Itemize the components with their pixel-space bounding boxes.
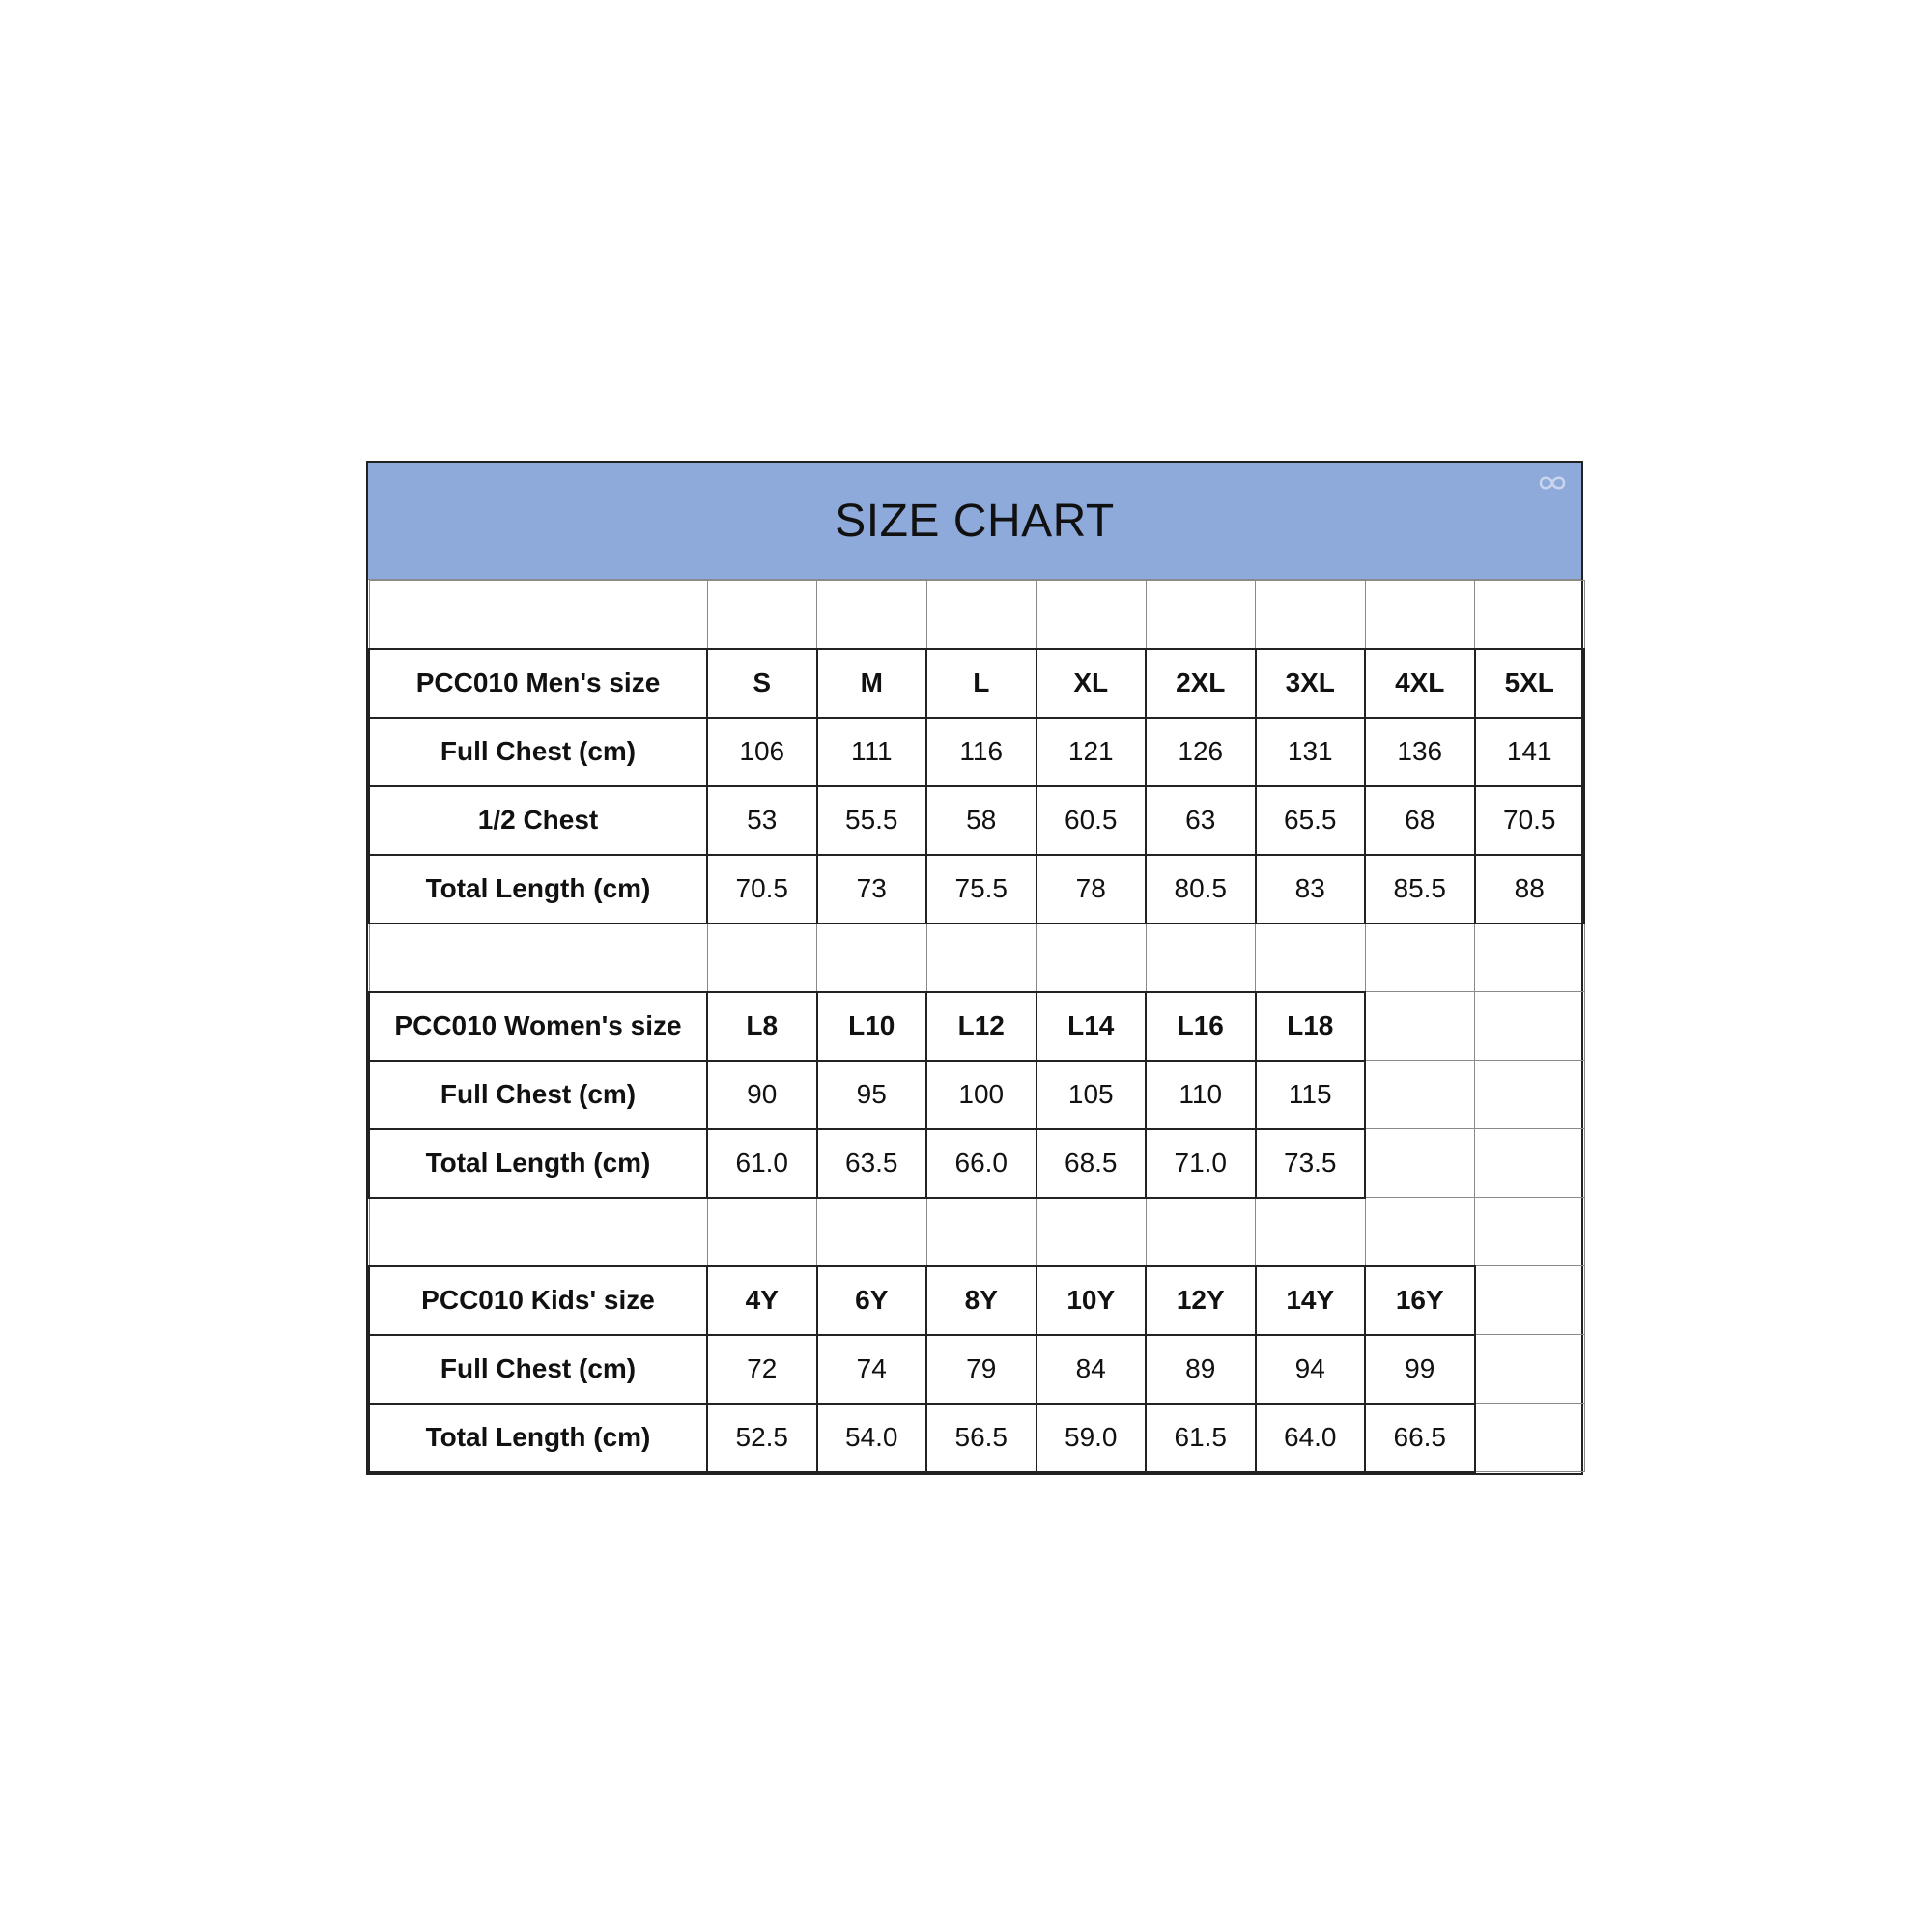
empty-cell	[1256, 923, 1366, 992]
mens-measure-value: 63	[1146, 786, 1256, 855]
empty-cell	[1037, 923, 1147, 992]
kids-measure-row	[369, 1404, 1584, 1472]
size-table	[368, 580, 1585, 1473]
mens-measure-value: 55.5	[817, 786, 927, 855]
empty-cell	[369, 923, 707, 992]
mens-size-header: 5XL	[1475, 649, 1585, 718]
kids-measure-value: 64.0	[1256, 1404, 1366, 1472]
kids-size-header: 10Y	[1037, 1266, 1147, 1335]
empty-cell	[1475, 1335, 1585, 1404]
mens-measure-value: 80.5	[1146, 855, 1256, 923]
mens-measure-value: 60.5	[1037, 786, 1147, 855]
mens-measure-value: 141	[1475, 718, 1585, 786]
womens-measure-label: Total Length (cm)	[369, 1129, 707, 1198]
mens-measure-value: 106	[707, 718, 817, 786]
kids-size-header: 4Y	[707, 1266, 817, 1335]
empty-cell	[926, 1198, 1037, 1266]
empty-cell	[707, 1198, 817, 1266]
kids-measure-label: Total Length (cm)	[369, 1404, 707, 1472]
mens-measure-value: 53	[707, 786, 817, 855]
mens-measure-value: 131	[1256, 718, 1366, 786]
mens-measure-value: 58	[926, 786, 1037, 855]
mens-measure-value: 83	[1256, 855, 1366, 923]
empty-cell	[1365, 581, 1475, 649]
kids-size-header: 14Y	[1256, 1266, 1366, 1335]
mens-size-header: XL	[1037, 649, 1147, 718]
size-chart	[366, 461, 1583, 1475]
womens-measure-value: 115	[1256, 1061, 1366, 1129]
empty-cell	[1475, 1061, 1585, 1129]
womens-size-header: L14	[1037, 992, 1147, 1061]
kids-measure-label: Full Chest (cm)	[369, 1335, 707, 1404]
size-table-body	[369, 581, 1584, 1472]
spacer-row	[369, 581, 1584, 649]
mens-measure-value: 121	[1037, 718, 1147, 786]
womens-measure-value: 110	[1146, 1061, 1256, 1129]
mens-measure-value: 73	[817, 855, 927, 923]
empty-cell	[1475, 1129, 1585, 1198]
womens-measure-value: 105	[1037, 1061, 1147, 1129]
empty-cell	[817, 923, 927, 992]
empty-cell	[1365, 1198, 1475, 1266]
mens-measure-value: 136	[1365, 718, 1475, 786]
empty-cell	[1365, 992, 1475, 1061]
kids-measure-value: 94	[1256, 1335, 1366, 1404]
empty-cell	[1146, 581, 1256, 649]
kids-measure-value: 56.5	[926, 1404, 1037, 1472]
mens-measure-label: 1/2 Chest	[369, 786, 707, 855]
mens-size-header: M	[817, 649, 927, 718]
empty-cell	[926, 923, 1037, 992]
empty-cell	[369, 1198, 707, 1266]
mens-header-row	[369, 649, 1584, 718]
womens-measure-value: 95	[817, 1061, 927, 1129]
mens-size-header: S	[707, 649, 817, 718]
womens-measure-row	[369, 1061, 1584, 1129]
title-bar	[368, 463, 1581, 580]
empty-cell	[369, 581, 707, 649]
womens-size-header: L16	[1146, 992, 1256, 1061]
empty-cell	[1037, 581, 1147, 649]
kids-size-label: PCC010 Kids' size	[369, 1266, 707, 1335]
womens-size-label: PCC010 Women's size	[369, 992, 707, 1061]
mens-measure-value: 70.5	[707, 855, 817, 923]
mens-measure-label: Total Length (cm)	[369, 855, 707, 923]
empty-cell	[1365, 1061, 1475, 1129]
empty-cell	[817, 581, 927, 649]
empty-cell	[1146, 923, 1256, 992]
womens-size-header: L10	[817, 992, 927, 1061]
womens-size-header: L8	[707, 992, 817, 1061]
mens-size-header: 3XL	[1256, 649, 1366, 718]
empty-cell	[1475, 1198, 1585, 1266]
kids-size-header: 6Y	[817, 1266, 927, 1335]
mens-measure-value: 78	[1037, 855, 1147, 923]
empty-cell	[1256, 1198, 1366, 1266]
infinity-icon	[1537, 470, 1568, 496]
spacer-row	[369, 923, 1584, 992]
kids-header-row	[369, 1266, 1584, 1335]
kids-measure-value: 54.0	[817, 1404, 927, 1472]
kids-measure-value: 84	[1037, 1335, 1147, 1404]
kids-size-header: 16Y	[1365, 1266, 1475, 1335]
empty-cell	[707, 923, 817, 992]
empty-cell	[707, 581, 817, 649]
womens-measure-label: Full Chest (cm)	[369, 1061, 707, 1129]
mens-size-header: L	[926, 649, 1037, 718]
kids-measure-value: 72	[707, 1335, 817, 1404]
kids-measure-value: 99	[1365, 1335, 1475, 1404]
womens-measure-value: 68.5	[1037, 1129, 1147, 1198]
mens-size-label: PCC010 Men's size	[369, 649, 707, 718]
empty-cell	[1475, 1404, 1585, 1472]
mens-measure-row	[369, 786, 1584, 855]
womens-measure-value: 63.5	[817, 1129, 927, 1198]
kids-size-header: 8Y	[926, 1266, 1037, 1335]
mens-measure-value: 126	[1146, 718, 1256, 786]
kids-measure-value: 66.5	[1365, 1404, 1475, 1472]
mens-measure-value: 68	[1365, 786, 1475, 855]
empty-cell	[1256, 581, 1366, 649]
empty-cell	[1475, 923, 1585, 992]
mens-measure-value: 116	[926, 718, 1037, 786]
empty-cell	[1475, 581, 1585, 649]
womens-header-row	[369, 992, 1584, 1061]
mens-measure-value: 85.5	[1365, 855, 1475, 923]
mens-measure-value: 75.5	[926, 855, 1037, 923]
kids-measure-value: 74	[817, 1335, 927, 1404]
mens-measure-row	[369, 855, 1584, 923]
mens-measure-label: Full Chest (cm)	[369, 718, 707, 786]
womens-measure-value: 71.0	[1146, 1129, 1256, 1198]
empty-cell	[1365, 923, 1475, 992]
mens-measure-value: 111	[817, 718, 927, 786]
empty-cell	[1365, 1129, 1475, 1198]
chart-title: SIZE CHART	[835, 495, 1115, 547]
empty-cell	[1037, 1198, 1147, 1266]
empty-cell	[817, 1198, 927, 1266]
womens-measure-value: 66.0	[926, 1129, 1037, 1198]
kids-size-header: 12Y	[1146, 1266, 1256, 1335]
kids-measure-row	[369, 1335, 1584, 1404]
womens-measure-value: 90	[707, 1061, 817, 1129]
kids-measure-value: 79	[926, 1335, 1037, 1404]
womens-size-header: L12	[926, 992, 1037, 1061]
mens-measure-value: 65.5	[1256, 786, 1366, 855]
kids-measure-value: 89	[1146, 1335, 1256, 1404]
womens-measure-value: 61.0	[707, 1129, 817, 1198]
empty-cell	[1146, 1198, 1256, 1266]
empty-cell	[926, 581, 1037, 649]
empty-cell	[1475, 1266, 1585, 1335]
womens-measure-row	[369, 1129, 1584, 1198]
kids-measure-value: 61.5	[1146, 1404, 1256, 1472]
kids-measure-value: 59.0	[1037, 1404, 1147, 1472]
mens-size-header: 2XL	[1146, 649, 1256, 718]
kids-measure-value: 52.5	[707, 1404, 817, 1472]
womens-size-header: L18	[1256, 992, 1366, 1061]
mens-measure-value: 70.5	[1475, 786, 1585, 855]
mens-measure-value: 88	[1475, 855, 1585, 923]
mens-size-header: 4XL	[1365, 649, 1475, 718]
empty-cell	[1475, 992, 1585, 1061]
mens-measure-row	[369, 718, 1584, 786]
spacer-row	[369, 1198, 1584, 1266]
womens-measure-value: 100	[926, 1061, 1037, 1129]
womens-measure-value: 73.5	[1256, 1129, 1366, 1198]
